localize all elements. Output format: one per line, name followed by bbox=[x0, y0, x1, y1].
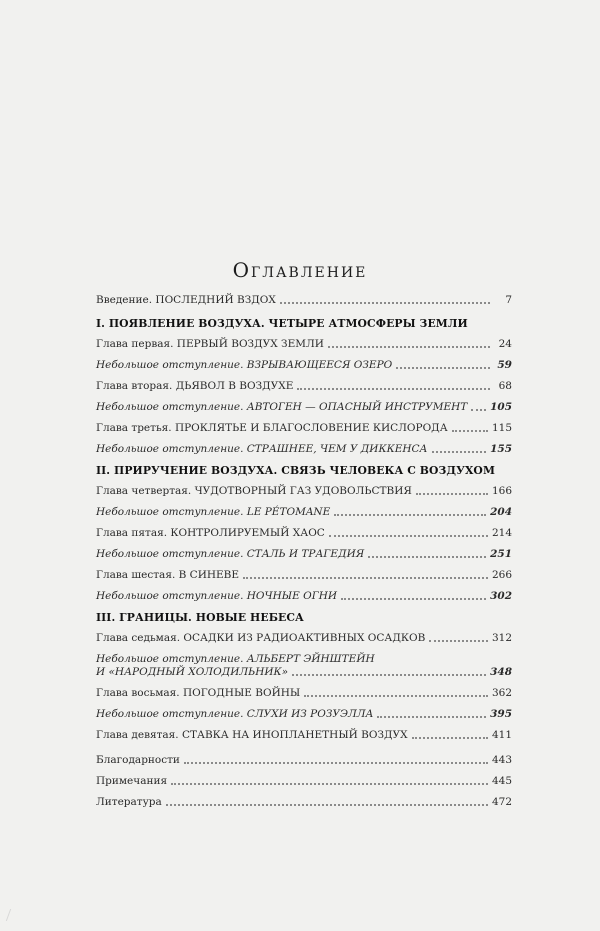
toc-entry[interactable] bbox=[96, 506, 512, 519]
toc-page-number: 155 bbox=[490, 443, 512, 455]
dot-leader bbox=[429, 640, 488, 642]
toc-entry-label: Небольшое отступление. СТАЛЬ И ТРАГЕДИЯ bbox=[96, 548, 365, 560]
dot-leader bbox=[396, 367, 490, 369]
toc-entry-label: Небольшое отступление. СТРАШНЕЕ, ЧЕМ У ДИККЕНСА bbox=[96, 443, 428, 455]
scan-mark-decoration bbox=[6, 909, 19, 921]
dot-leader bbox=[471, 409, 486, 411]
toc-entry-label: Глава вторая. ДЬЯВОЛ В ВОЗДУХЕ bbox=[96, 380, 294, 392]
toc-page-number: 115 bbox=[491, 422, 512, 434]
page-title: Оглавление bbox=[232, 258, 368, 282]
toc-entry-label: Небольшое отступление. ВЗРЫВАЮЩЕЕСЯ ОЗЕРО bbox=[96, 359, 393, 371]
toc-page-number: 166 bbox=[491, 485, 512, 497]
toc-entry-label: Небольшое отступление. LE PÉTOMANE bbox=[96, 506, 331, 518]
part-heading-1[interactable] bbox=[96, 317, 512, 330]
toc-page-number: 472 bbox=[491, 796, 512, 808]
toc-entry[interactable] bbox=[96, 687, 512, 700]
dot-leader bbox=[297, 388, 490, 390]
toc-entry-label: И «НАРОДНЫЙ ХОЛОДИЛЬНИК» bbox=[96, 666, 289, 678]
toc-entry[interactable] bbox=[96, 632, 512, 645]
toc-page-number: 266 bbox=[491, 569, 512, 581]
toc-entry-label: Введение. ПОСЛЕДНИЙ ВЗДОХ bbox=[96, 294, 276, 306]
toc-entry[interactable] bbox=[96, 485, 512, 498]
toc-entry-label: Глава шестая. В СИНЕВЕ bbox=[96, 569, 240, 581]
toc-entry[interactable] bbox=[96, 380, 512, 393]
dot-leader bbox=[416, 493, 488, 495]
toc-entry-label: Глава седьмая. ОСАДКИ ИЗ РАДИОАКТИВНЫХ ОСАДКОВ bbox=[96, 632, 426, 644]
toc-page-number: 445 bbox=[491, 775, 512, 787]
toc-entry-label: Глава девятая. СТАВКА НА ИНОПЛАНЕТНЫЙ ВОЗДУХ bbox=[96, 729, 408, 741]
toc-page-number: 443 bbox=[491, 754, 512, 766]
toc-entry-label: Небольшое отступление. СЛУХИ ИЗ РОЗУЭЛЛА bbox=[96, 708, 374, 720]
dot-leader bbox=[368, 556, 486, 558]
toc-entry-notes[interactable] bbox=[96, 775, 512, 788]
toc-entry-bibliography[interactable] bbox=[96, 796, 512, 809]
toc-entry[interactable] bbox=[96, 338, 512, 351]
toc-entry-intro[interactable] bbox=[96, 294, 512, 307]
dot-leader bbox=[171, 783, 488, 785]
toc-entry-label: Небольшое отступление. НОЧНЫЕ ОГНИ bbox=[96, 590, 338, 602]
toc-page-number: 214 bbox=[491, 527, 512, 539]
toc-entry-label: Глава восьмая. ПОГОДНЫЕ ВОЙНЫ bbox=[96, 687, 301, 699]
toc-entry-label: Глава пятая. КОНТРОЛИРУЕМЫЙ ХАОС bbox=[96, 527, 325, 539]
part-heading-label: III. ГРАНИЦЫ. НОВЫЕ НЕБЕСА bbox=[96, 611, 304, 624]
toc-entry[interactable] bbox=[96, 569, 512, 582]
toc-entry-label: Примечания bbox=[96, 775, 168, 787]
part-heading-3[interactable] bbox=[96, 611, 512, 624]
toc-entry[interactable] bbox=[96, 527, 512, 540]
toc-entry[interactable] bbox=[96, 590, 512, 603]
toc-page-number: 24 bbox=[498, 338, 512, 350]
toc-entry[interactable] bbox=[96, 359, 512, 372]
toc-entry[interactable] bbox=[96, 548, 512, 561]
toc-entry[interactable] bbox=[96, 422, 512, 435]
toc-entry[interactable] bbox=[96, 729, 512, 742]
toc-entry-two-line[interactable] bbox=[96, 653, 512, 679]
toc-page-number: 251 bbox=[490, 548, 512, 560]
dot-leader bbox=[243, 577, 488, 579]
dot-leader bbox=[341, 598, 486, 600]
toc-entry bbox=[96, 666, 512, 679]
toc-page-number: 59 bbox=[497, 359, 512, 371]
toc-entry-label: Литература bbox=[96, 796, 162, 808]
toc-entry-label-line1: Небольшое отступление. АЛЬБЕРТ ЭЙНШТЕЙН bbox=[96, 653, 375, 665]
toc-page-number: 312 bbox=[491, 632, 512, 644]
dot-leader bbox=[304, 695, 488, 697]
part-heading-label: II. ПРИРУЧЕНИЕ ВОЗДУХА. СВЯЗЬ ЧЕЛОВЕКА С ВОЗДУХОМ bbox=[96, 464, 495, 477]
dot-leader bbox=[412, 737, 488, 739]
dot-leader bbox=[328, 346, 490, 348]
toc-page-number: 7 bbox=[505, 294, 512, 306]
dot-leader bbox=[432, 451, 487, 453]
toc-entry[interactable] bbox=[96, 401, 512, 414]
toc-entry[interactable] bbox=[96, 708, 512, 721]
toc-entry-label: Небольшое отступление. АВТОГЕН — ОПАСНЫЙ ИНСТРУМЕНТ bbox=[96, 401, 468, 413]
table-of-contents bbox=[96, 294, 512, 817]
toc-page-number: 348 bbox=[490, 666, 512, 678]
toc-page-number: 68 bbox=[498, 380, 512, 392]
toc-entry-acknowledgements[interactable] bbox=[96, 754, 512, 767]
dot-leader bbox=[292, 674, 486, 676]
dot-leader bbox=[329, 535, 488, 537]
toc-entry-label: Благодарности bbox=[96, 754, 180, 766]
part-heading-2[interactable] bbox=[96, 464, 512, 477]
part-heading-label: I. ПОЯВЛЕНИЕ ВОЗДУХА. ЧЕТЫРЕ АТМОСФЕРЫ ЗЕМЛИ bbox=[96, 317, 468, 330]
toc-entry[interactable] bbox=[96, 443, 512, 456]
dot-leader bbox=[452, 430, 488, 432]
dot-leader bbox=[184, 762, 488, 764]
toc-page-number: 302 bbox=[490, 590, 512, 602]
dot-leader bbox=[377, 716, 486, 718]
toc-page-number: 411 bbox=[491, 729, 512, 741]
dot-leader bbox=[166, 804, 488, 806]
toc-page-number: 105 bbox=[490, 401, 512, 413]
dot-leader bbox=[280, 302, 490, 304]
toc-entry-label: Глава первая. ПЕРВЫЙ ВОЗДУХ ЗЕМЛИ bbox=[96, 338, 324, 350]
toc-page-number: 204 bbox=[490, 506, 512, 518]
toc-entry-label: Глава третья. ПРОКЛЯТЬЕ И БЛАГОСЛОВЕНИЕ КИСЛОРОДА bbox=[96, 422, 448, 434]
toc-entry-label: Глава четвертая. ЧУДОТВОРНЫЙ ГАЗ УДОВОЛЬСТВИЯ bbox=[96, 485, 412, 497]
toc-page-number: 395 bbox=[490, 708, 512, 720]
toc-page-number: 362 bbox=[491, 687, 512, 699]
dot-leader bbox=[334, 514, 486, 516]
